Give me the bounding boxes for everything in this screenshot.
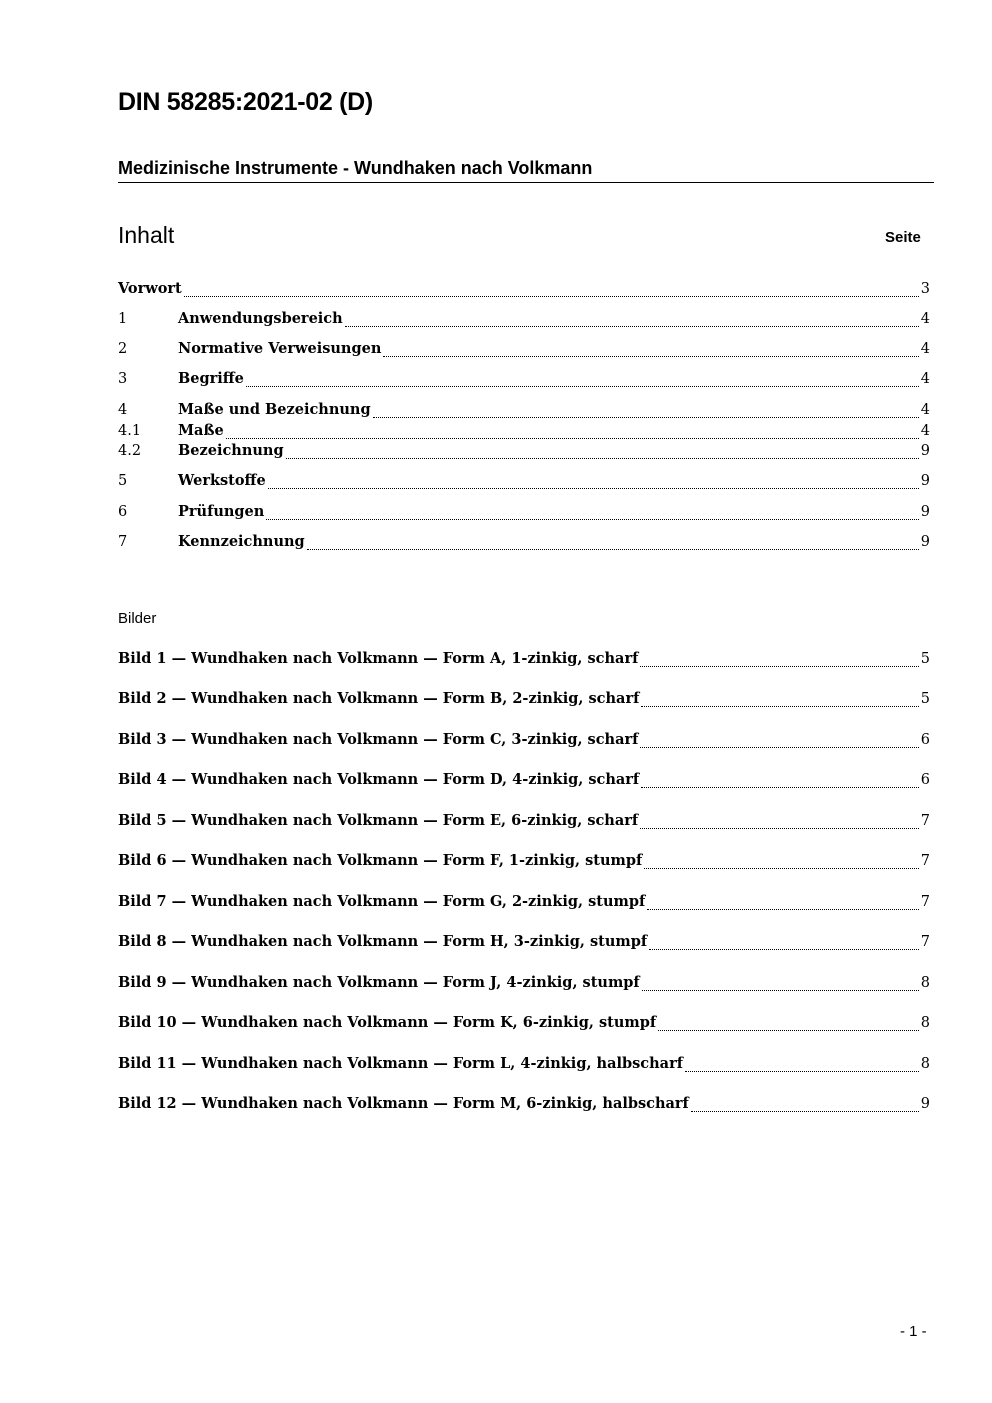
figures-heading: Bilder <box>118 610 157 627</box>
dot-leader <box>307 548 919 550</box>
toc-entry-vorwort[interactable] <box>118 280 930 302</box>
figure-entry-6[interactable] <box>118 852 930 874</box>
toc-entry-page: 4 <box>920 402 930 418</box>
toc-entry-page: 9 <box>920 443 930 459</box>
figure-entry-title: Bild 8 — Wundhaken nach Volkmann — Form H, 3-zinkig, stumpf <box>118 933 648 950</box>
figure-entry-page: 5 <box>920 651 930 667</box>
figure-entry-page: 8 <box>920 1015 930 1031</box>
figure-entry-page: 7 <box>920 813 930 829</box>
figure-entry-3[interactable] <box>118 731 930 753</box>
toc-entry-number: 4.2 <box>118 443 142 459</box>
toc-entry-number: 5 <box>118 473 128 489</box>
figure-entry-8[interactable] <box>118 933 930 955</box>
page-number: - 1 - <box>900 1323 927 1340</box>
dot-leader <box>641 705 918 707</box>
figure-entry-title: Bild 7 — Wundhaken nach Volkmann — Form G, 2-zinkig, stumpf <box>118 893 646 910</box>
figure-entry-5[interactable] <box>118 812 930 834</box>
dot-leader <box>345 325 919 327</box>
figure-entry-title: Bild 2 — Wundhaken nach Volkmann — Form B, 2-zinkig, scharf <box>118 690 640 707</box>
dot-leader <box>649 948 919 950</box>
dot-leader <box>647 908 919 910</box>
toc-entry-7[interactable] <box>118 533 930 555</box>
figure-entry-12[interactable] <box>118 1095 930 1117</box>
toc-entry-title: Bezeichnung <box>178 442 284 459</box>
figure-entry-title: Bild 9 — Wundhaken nach Volkmann — Form J, 4-zinkig, stumpf <box>118 974 640 991</box>
toc-entry-number: 4 <box>118 402 128 418</box>
dot-leader <box>658 1029 919 1031</box>
toc-entry-number: 4.1 <box>118 423 142 439</box>
toc-entry-5[interactable] <box>118 472 930 494</box>
toc-entry-page: 4 <box>920 371 930 387</box>
dot-leader <box>246 385 919 387</box>
dot-leader <box>268 487 919 489</box>
toc-entry-title: Anwendungsbereich <box>178 310 343 327</box>
toc-entry-page: 3 <box>920 281 930 297</box>
figure-entry-page: 7 <box>920 853 930 869</box>
figure-entry-7[interactable] <box>118 893 930 915</box>
figure-entry-9[interactable] <box>118 974 930 996</box>
figure-entry-2[interactable] <box>118 690 930 712</box>
toc-entry-title: Maße und Bezeichnung <box>178 401 371 418</box>
dot-leader <box>640 827 919 829</box>
toc-entry-title: Normative Verweisungen <box>178 340 382 357</box>
document-title: DIN 58285:2021-02 (D) <box>118 88 373 116</box>
dot-leader <box>644 867 919 869</box>
figure-entry-title: Bild 6 — Wundhaken nach Volkmann — Form F, 1-zinkig, stumpf <box>118 852 643 869</box>
figure-entry-page: 5 <box>920 691 930 707</box>
toc-entry-title: Prüfungen <box>178 503 265 520</box>
dot-leader <box>184 295 919 297</box>
dot-leader <box>286 457 919 459</box>
figure-entry-title: Bild 10 — Wundhaken nach Volkmann — Form K, 6-zinkig, stumpf <box>118 1014 657 1031</box>
dot-leader <box>226 437 919 439</box>
dot-leader <box>373 416 919 418</box>
toc-entry-title: Begriffe <box>178 370 244 387</box>
figure-entry-10[interactable] <box>118 1014 930 1036</box>
figure-entry-page: 8 <box>920 1056 930 1072</box>
figure-entry-page: 8 <box>920 975 930 991</box>
figure-entry-4[interactable] <box>118 771 930 793</box>
figure-entry-page: 7 <box>920 934 930 950</box>
seite-label: Seite <box>885 229 921 246</box>
toc-entry-2[interactable] <box>118 340 930 362</box>
dot-leader <box>640 746 918 748</box>
figure-entry-page: 6 <box>920 732 930 748</box>
toc-entry-title: Vorwort <box>118 280 182 297</box>
toc-entry-number: 3 <box>118 371 128 387</box>
toc-entry-number: 2 <box>118 341 128 357</box>
toc-entry-page: 9 <box>920 534 930 550</box>
dot-leader <box>691 1110 919 1112</box>
dot-leader <box>685 1070 919 1072</box>
dot-leader <box>642 989 919 991</box>
toc-entry-number: 1 <box>118 311 128 327</box>
figure-entry-11[interactable] <box>118 1055 930 1077</box>
document-subtitle: Medizinische Instrumente - Wundhaken nach Volkmann <box>118 158 934 183</box>
toc-entry-page: 9 <box>920 473 930 489</box>
figure-entry-title: Bild 5 — Wundhaken nach Volkmann — Form E, 6-zinkig, scharf <box>118 812 639 829</box>
figure-entry-title: Bild 1 — Wundhaken nach Volkmann — Form A, 1-zinkig, scharf <box>118 650 639 667</box>
toc-entry-page: 4 <box>920 423 930 439</box>
toc-entry-3[interactable] <box>118 370 930 392</box>
figure-entry-title: Bild 12 — Wundhaken nach Volkmann — Form M, 6-zinkig, halbscharf <box>118 1095 689 1112</box>
figure-entry-page: 6 <box>920 772 930 788</box>
toc-entry-title: Kennzeichnung <box>178 533 305 550</box>
toc-entry-page: 4 <box>920 311 930 327</box>
toc-entry-page: 4 <box>920 341 930 357</box>
figure-entry-page: 9 <box>920 1096 930 1112</box>
toc-entry-6[interactable] <box>118 503 930 525</box>
toc-entry-number: 6 <box>118 504 128 520</box>
figure-entry-title: Bild 11 — Wundhaken nach Volkmann — Form L, 4-zinkig, halbscharf <box>118 1055 683 1072</box>
figure-entry-title: Bild 3 — Wundhaken nach Volkmann — Form C, 3-zinkig, scharf <box>118 731 639 748</box>
dot-leader <box>266 518 918 520</box>
toc-entry-4-1[interactable] <box>118 422 930 444</box>
toc-entry-4[interactable] <box>118 401 930 423</box>
dot-leader <box>383 355 918 357</box>
dot-leader <box>640 665 918 667</box>
figure-entry-1[interactable] <box>118 650 930 672</box>
figure-entry-page: 7 <box>920 894 930 910</box>
dot-leader <box>641 786 919 788</box>
figure-entry-title: Bild 4 — Wundhaken nach Volkmann — Form D, 4-zinkig, scharf <box>118 771 640 788</box>
toc-entry-4-2[interactable] <box>118 442 930 464</box>
toc-entry-page: 9 <box>920 504 930 520</box>
toc-entry-title: Werkstoffe <box>178 472 266 489</box>
toc-entry-title: Maße <box>178 422 224 439</box>
toc-heading: Inhalt <box>118 222 175 248</box>
toc-entry-1[interactable] <box>118 310 930 332</box>
toc-entry-number: 7 <box>118 534 128 550</box>
